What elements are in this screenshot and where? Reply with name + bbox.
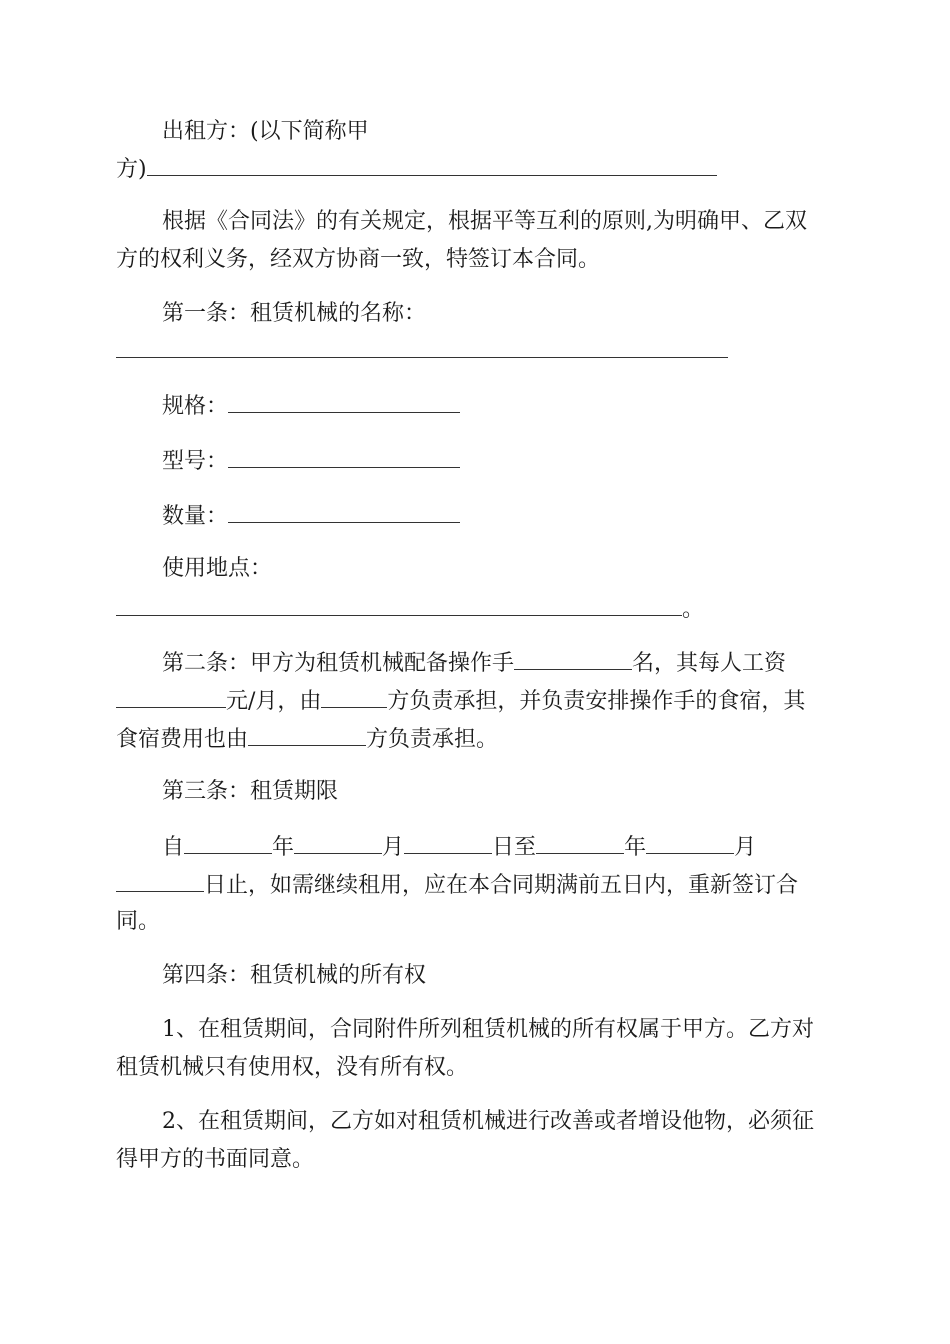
preamble-text-1: 根据《合同法》的有关规定，根据平等互利的原则,为明确甲、乙双 bbox=[162, 209, 807, 234]
quantity-blank bbox=[228, 500, 460, 523]
lessor-name-blank bbox=[147, 153, 717, 176]
article4-p1-text-a: 1、在租赁期间，合同附件所列租赁机械的所有权属于甲方。乙方对 bbox=[162, 1017, 814, 1042]
preamble-line-1 bbox=[162, 207, 807, 237]
date-line-3 bbox=[116, 907, 160, 937]
article2-text-a: 第二条：甲方为租赁机械配备操作手 bbox=[162, 651, 515, 676]
quantity-line bbox=[162, 500, 460, 530]
article1-title bbox=[162, 299, 426, 329]
lessor-label bbox=[162, 117, 369, 147]
preamble-text-2: 方的权利义务，经双方协商一致，特签订本合同。 bbox=[116, 247, 601, 272]
article2-text-c: 元/月，由 bbox=[226, 689, 322, 714]
date-month2-label: 月 bbox=[734, 835, 757, 860]
article2-text-f: 方负责承担。 bbox=[366, 727, 499, 752]
article2-text-d: 方负责承担，并负责安排操作手的食宿，其 bbox=[387, 689, 806, 714]
lessor-label-cont-text: 方) bbox=[116, 157, 147, 182]
spec-blank bbox=[228, 390, 460, 413]
model-blank bbox=[228, 445, 460, 468]
spec-line bbox=[162, 390, 460, 420]
article4-title-text: 第四条：租赁机械的所有权 bbox=[162, 963, 427, 988]
machine-name-blank bbox=[116, 335, 728, 358]
date-day-to-label: 日至 bbox=[492, 835, 537, 860]
article4-p2-text-b: 得甲方的书面同意。 bbox=[116, 1147, 315, 1172]
article2-line-2 bbox=[116, 685, 805, 715]
article4-p1-line-1 bbox=[162, 1015, 814, 1045]
date-end-text-2: 同。 bbox=[116, 909, 161, 934]
article3-title-text: 第三条：租赁期限 bbox=[162, 779, 339, 804]
end-month-blank bbox=[646, 831, 734, 854]
start-month-blank bbox=[294, 831, 382, 854]
lessor-label-cont bbox=[116, 153, 717, 183]
article1-title-text: 第一条：租赁机械的名称： bbox=[162, 301, 427, 326]
wage-party-blank bbox=[321, 685, 387, 708]
article4-title bbox=[162, 961, 426, 991]
location-blank-line bbox=[116, 593, 704, 623]
date-end-text: 日止，如需继续租用，应在本合同期满前五日内，重新签订合 bbox=[204, 873, 799, 898]
quantity-label: 数量： bbox=[162, 504, 229, 529]
location-label: 使用地点： bbox=[162, 556, 273, 581]
article4-p1-line-2 bbox=[116, 1053, 468, 1083]
wage-blank bbox=[116, 685, 226, 708]
date-line-1 bbox=[162, 831, 756, 861]
model-label: 型号： bbox=[162, 449, 229, 474]
end-day-blank bbox=[116, 869, 204, 892]
start-year-blank bbox=[184, 831, 272, 854]
end-year-blank bbox=[536, 831, 624, 854]
article4-p2-text-a: 2、在租赁期间，乙方如对租赁机械进行改善或者增设他物，必须征 bbox=[162, 1109, 814, 1134]
date-year-label: 年 bbox=[272, 835, 295, 860]
lessor-label-text: 出租方：(以下简称甲 bbox=[162, 119, 369, 144]
article2-text-b: 名，其每人工资 bbox=[632, 651, 787, 676]
model-line bbox=[162, 445, 460, 475]
date-from-label: 自 bbox=[162, 835, 185, 860]
article3-title bbox=[162, 777, 338, 807]
date-year2-label: 年 bbox=[624, 835, 647, 860]
lodging-party-blank bbox=[248, 723, 366, 746]
date-month-label: 月 bbox=[382, 835, 405, 860]
date-line-2 bbox=[116, 869, 798, 899]
machine-name-line bbox=[116, 335, 728, 365]
location-blank bbox=[116, 593, 682, 616]
preamble-line-2 bbox=[116, 245, 600, 275]
article4-p2-line-1 bbox=[162, 1107, 814, 1137]
article4-p2-line-2 bbox=[116, 1145, 314, 1175]
location-line bbox=[162, 554, 272, 584]
article2-line-1 bbox=[162, 647, 786, 677]
article2-text-e: 食宿费用也由 bbox=[116, 727, 249, 752]
start-day-blank bbox=[404, 831, 492, 854]
operator-count-blank bbox=[514, 647, 632, 670]
spec-label: 规格： bbox=[162, 394, 229, 419]
article4-p1-text-b: 租赁机械只有使用权，没有所有权。 bbox=[116, 1055, 469, 1080]
article2-line-3 bbox=[116, 723, 498, 753]
location-end: 。 bbox=[682, 597, 705, 622]
